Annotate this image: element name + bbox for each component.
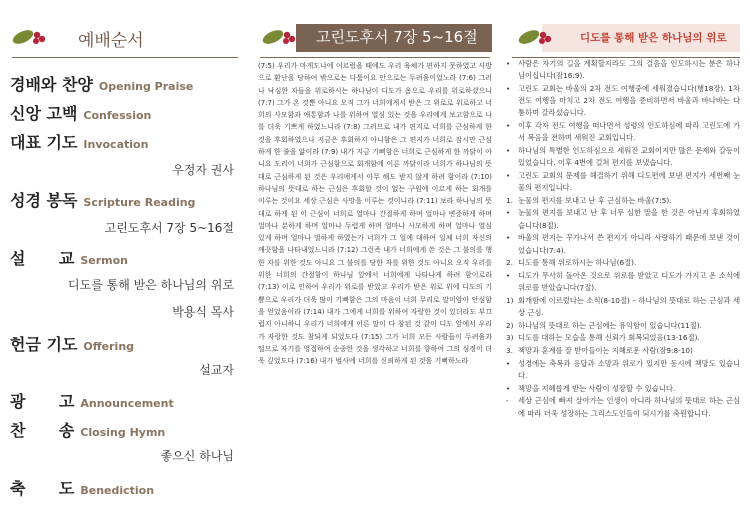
order-item: [10, 130, 148, 153]
order-item-title: 설 교: [10, 249, 75, 268]
order-item: [10, 389, 174, 412]
sermon-point: [504, 83, 740, 120]
sermon-point: [504, 383, 740, 395]
order-item-title: 축 도: [10, 479, 75, 498]
order-item-en: Announcement: [80, 397, 174, 410]
order-item-detail: 디도를 통해 받은 하나님의 위로: [68, 278, 234, 292]
sermon-point-marker: 3): [506, 333, 514, 343]
order-item: [10, 188, 195, 211]
order-item-en: Confession: [83, 109, 152, 122]
order-item: [10, 332, 134, 355]
order-item-en: Invocation: [83, 138, 149, 151]
order-item-en: Sermon: [80, 254, 129, 267]
sermon-point: [504, 358, 740, 382]
sermon-point-marker: 1): [506, 295, 514, 305]
order-item-en: Scripture Reading: [83, 196, 196, 209]
order-item: [10, 101, 151, 124]
header-rule: [260, 57, 490, 58]
order-item-en: Opening Praise: [98, 80, 194, 93]
order-item-detail: 우정자 권사: [172, 163, 234, 177]
sermon-point-marker: 3.: [506, 346, 513, 356]
sermon-point-marker: •: [506, 145, 511, 155]
order-item-title: 경배와 찬양: [10, 75, 93, 94]
sermon-point-marker: •: [506, 233, 511, 243]
sermon-point-text: 눈물의 편지를 보내고 난 후 너무 심한 말을 한 것은 아닌지 후회하였습니다(8절).: [518, 208, 740, 230]
order-item: [10, 246, 128, 269]
sermon-point-text: 회개함에 이르렀다는 소식(8-10절) – 하나님의 뜻대로 하는 근심과 세상 근심.: [518, 295, 740, 318]
scripture-header: [248, 18, 500, 58]
sermon-point-marker: 2): [506, 320, 514, 330]
sermon-point-text: 눈물의 편지를 보내고 난 후 근심하는 바울(7:5).: [518, 195, 672, 205]
scripture-title: 고린도후서 7장 5~16절: [316, 28, 478, 46]
sermon-point-marker: •: [506, 208, 511, 218]
order-item-detail: 설교자: [199, 363, 234, 377]
order-title: 예배순서: [78, 31, 144, 51]
sermon-header: [500, 18, 750, 58]
sermon-point-text: 고린도 교회는 바울의 2차 전도 여행중에 세워졌습니다(행18장). 1차 전도 여행을 마치고 2차 전도 여행을 준비하면서 바울과 바나바는 다툼하며 갈라섰습니다.: [518, 83, 740, 118]
sermon-point-marker: 1.: [506, 195, 513, 205]
order-item: [10, 72, 193, 95]
order-item-detail: 고린도후서 7장 5~16절: [104, 221, 234, 235]
sermon-point: [504, 170, 740, 194]
order-item-en: Closing Hymn: [80, 426, 166, 439]
sermon-point: [504, 232, 740, 256]
order-item-title: 헌금 기도: [10, 335, 78, 354]
order-item-detail-2: 박용식 목사: [172, 305, 234, 319]
order-item-en: Benediction: [80, 484, 155, 497]
sermon-point-marker: •: [506, 121, 511, 131]
order-of-worship-panel: [0, 0, 248, 530]
sermon-point-marker: •: [506, 383, 511, 393]
sermon-point-marker: •: [506, 170, 511, 180]
sermon-panel: [500, 0, 750, 530]
sermon-point-marker: •: [506, 59, 511, 68]
sermon-point-text: 세상 근심에 빠져 살아가는 인생이 아니라 하나님의 뜻대로 하는 근심에 따라 더욱 성장하는 그리스도인들이 되시기를 축원합니다.: [518, 396, 740, 418]
scripture-panel: [248, 0, 500, 530]
scripture-text: (7:5) 우리가 마게도냐에 이르렀을 때에도 우리 육체가 편하지 못하였고 사방으로 환난을 당하여 밖으로는 다툼이요 안으로는 두려움이었노라 (7:6) 그러나 낙심한 자들을 위로하시는 하나님이 디도가 옴으로 우리를 위로하셨으니 (7:7) 그가 온 것뿐 아니요 오직 그가 너희에게서 받은 그 위로로 위로하고 너희의 사모함과 애통함과 나를 위하여 열심 있는 것을 우리에게 보고함으로 나를 더욱 기쁘게 하였느니라 (7:8) 그러므로 내가 편지로 너희를 근심하게 한 것을 후회하였으나 지금은 후회하지 아니함은 그 편지가 너희로 잠시만 근심하게 한 줄을 앎이라 (7:9) 내가 지금 기뻐함은 너희로 근심하게 한 까닭이 아니요 도리어 너희가 근심함으로 회개함에 이른 까닭이라 너희가 하나님의 뜻대로 근심하게 된 것은 우리에게서 아무 해도 받지 않게 하려 함이라 (7:10) 하나님의 뜻대로 하는 근심은 후회할 것이 없는 구원에 이르게 하는 회개를 이루는 것이요 세상 근심은 사망을 이루는 것이니라 (7:11) 보라 하나님의 뜻대로 하게 된 이 근심이 너희로 얼마나 간절하게 하며 얼마나 변증하게 하며 얼마나 분하게 하며 얼마나 두렵게 하며 얼마나 사모하게 하며 얼마나 열심 있게 하며 얼마나 벌하게 하였는가 너희가 그 일에 대하여 일체 너희 자신의 깨끗함을 나타내었느니라 (7:12) 그런즉 내가 너희에게 쓴 것은 그 불의를 행한 자를 위한 것도 아니요 그 불의를 당한 자를 위한 것도 아니요 오직 우리를 위한 너희의 간절함이 하나님 앞에서 너희에게 나타나게 하려 함이로라 (7:13) 이로 인하여 우리가 위로를 받았고 우리가 받은 위로 위에 디도의 기쁨으로 우리가 더욱 많이 기뻐함은 그의 마음이 너희 무리로 말미암아 안심함을 얻었음이라 (7:14) 내가 그에게 너희를 위하여 자랑한 것이 있더라도 부끄럽지 아니하니 우리가 너희에게 이른 말이 다 참된 것 같이 디도 앞에서 우리가 자랑한 것도 참되게 되었도다 (7:15) 그가 너희 모든 사람들이 두려움과 떨므로 자기를 영접하여 순종한 것을 생각하고 너희를 향하여 그의 심정이 더욱 깊었도다 (7:16) 내가 범사에 너희를 신뢰하게 된 것을 기뻐하노라: [258, 62, 492, 366]
order-item: [10, 476, 154, 499]
sermon-point-text: 바울의 편지는 꾸가나서 쓴 편지가 아니라 사랑하기 때문에 보낸 것이었습니다(7:4).: [518, 233, 740, 255]
order-item-title: 광 고: [10, 392, 75, 411]
sermon-point: [504, 320, 740, 332]
sermon-point-text: 성경에는 축복과 응답과 소망과 위로가 있지만 동시에 책망도 있습니다.: [518, 358, 740, 381]
sermon-point: [504, 120, 740, 144]
header-rule: [12, 57, 238, 58]
sermon-point: [504, 145, 740, 169]
sermon-point: [504, 270, 740, 294]
sermon-point-text: 디도를 통해 위로하시는 하나님(6절).: [518, 258, 637, 268]
order-item-title: 성경 봉독: [10, 191, 78, 210]
sermon-point-marker: •: [506, 270, 511, 280]
sermon-point: [504, 295, 740, 319]
sermon-point: [504, 195, 740, 207]
leaf-berry-icon: [260, 24, 304, 50]
sermon-point-text: 디도를 대하는 모습을 통해 신뢰가 회복되었음(13-16절).: [518, 333, 700, 343]
sermon-point: [504, 58, 740, 82]
sermon-points: [504, 58, 740, 420]
order-header: [0, 18, 248, 58]
sermon-point-text: 책망과 훈계를 잘 받아들이는 지혜로운 사람(잠9:8-10): [518, 346, 693, 356]
sermon-point: [504, 332, 740, 344]
sermon-point: [504, 207, 740, 231]
order-item-title: 신앙 고백: [10, 104, 78, 123]
sermon-point-text: 고린도 교회의 문제를 해결하기 위해 디도편에 보낸 편지가 세번째 눈물의 편지입니다.: [518, 170, 740, 193]
order-item-en: Offering: [83, 340, 135, 353]
sermon-point: [504, 395, 740, 419]
sermon-point-marker: •: [506, 83, 511, 93]
sermon-point: [504, 345, 740, 357]
sermon-point-text: 디도가 무사히 돌아온 것으로 위로를 받았고 디도가 가지고 온 소식에 위로를 받았습니다(7절).: [518, 270, 740, 293]
order-item-title: 찬 송: [10, 421, 75, 440]
sermon-title: 디도를 통해 받은 하나님의 위로: [580, 32, 727, 44]
leaf-berry-icon: [516, 24, 560, 50]
sermon-point-marker: 2.: [506, 258, 513, 268]
order-item: [10, 418, 165, 441]
sermon-point-text: 사람은 자기의 길을 계획할지라도 그의 걸음을 인도하시는 분은 하나님이십니다(잠16:9).: [518, 59, 740, 81]
sermon-point-text: 하나님의 뜻대로 하는 근심에는 유익함이 있습니다(11절).: [518, 320, 702, 330]
order-item-detail: 좋으신 하나님: [160, 449, 234, 463]
order-item-title: 대표 기도: [10, 133, 78, 152]
sermon-point-marker: -: [506, 396, 509, 406]
sermon-point: [504, 257, 740, 269]
sermon-point-marker: •: [506, 358, 511, 368]
sermon-point-text: 이후 각자 전도 여행을 떠나면서 성령의 인도하심에 따라 고린도에 가서 복음을 전하며 세워진 교회입니다.: [518, 121, 740, 143]
sermon-point-text: 하나님의 특별한 인도하심으로 세워진 교회이지만 많은 문제와 갈등이 있었습니다. 이후 4번에 걸쳐 편지를 보냈습니다.: [518, 145, 740, 168]
sermon-point-text: 책망을 지혜롭게 받는 사람이 성장할 수 있습니다.: [518, 383, 676, 393]
leaf-berry-icon: [10, 24, 54, 50]
